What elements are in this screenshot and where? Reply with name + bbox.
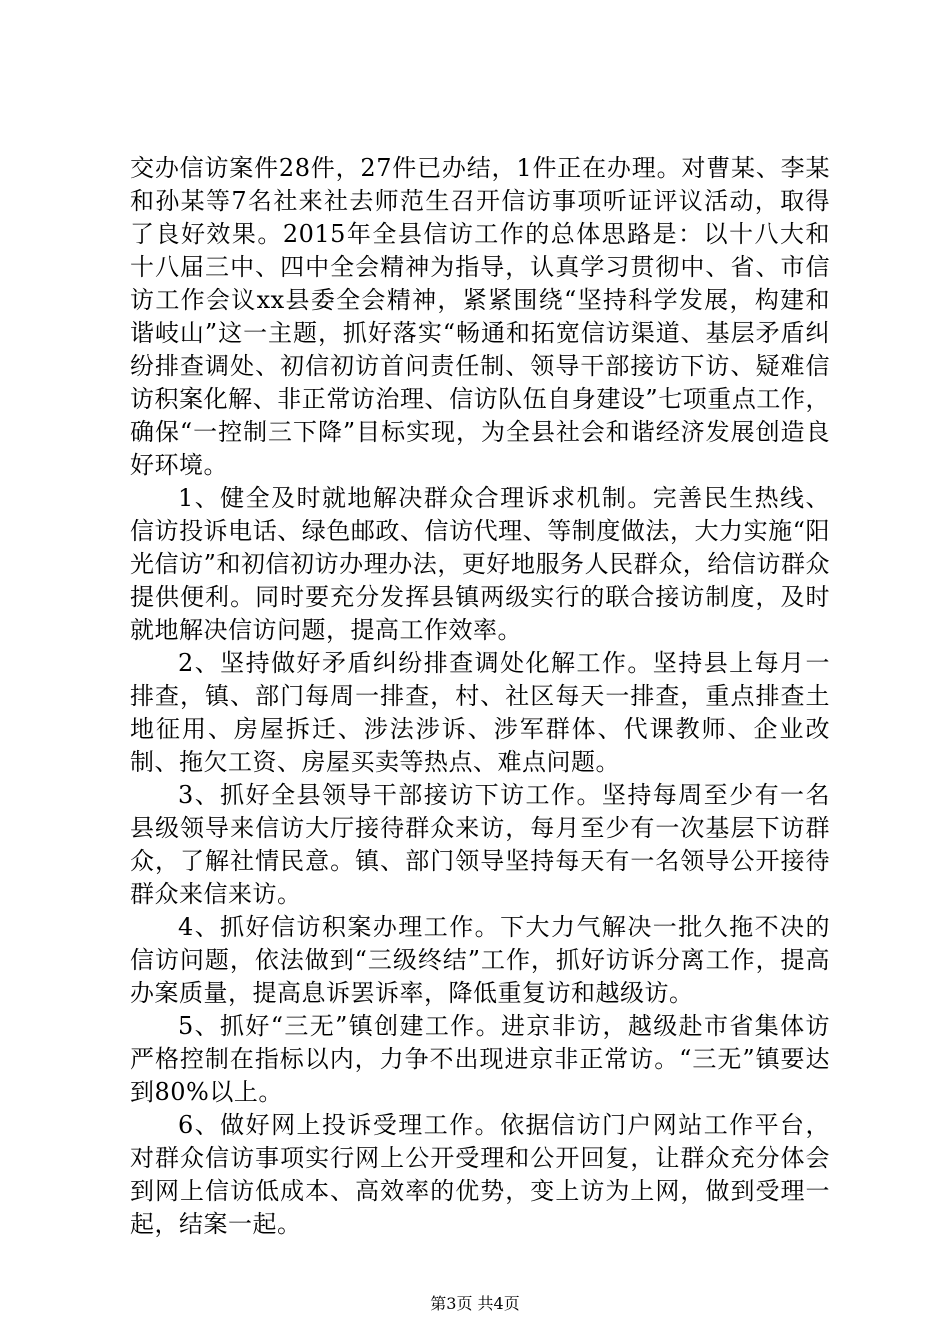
page-footer: 第3页 共4页 — [430, 1294, 520, 1313]
document-body — [130, 152, 830, 1241]
paragraph-item-5: 5、抓好“三无”镇创建工作。进京非访，越级赴市省集体访严格控制在指标以内，力争不出现进京非正常访。“三无”镇要达到80%以上。 — [130, 1012, 830, 1106]
paragraph-item-1: 1、健全及时就地解决群众合理诉求机制。完善民生热线、信访投诉电话、绿色邮政、信访代理、等制度做法，大力实施“阳光信访”和初信初访办理办法，更好地服务人民群众，给信访群众提供便利。同时要充分发挥县镇两级实行的联合接访制度，及时就地解决信访问题，提高工作效率。 — [130, 484, 830, 644]
paragraph-item-2: 2、坚持做好矛盾纠纷排查调处化解工作。坚持县上每月一排查，镇、部门每周一排查，村、社区每天一排查，重点排查土地征用、房屋拆迁、涉法涉诉、涉军群体、代课教师、企业改制、拖欠工资、房屋买卖等热点、难点问题。 — [130, 649, 830, 776]
paragraph-item-6: 6、做好网上投诉受理工作。依据信访门户网站工作平台，对群众信访事项实行网上公开受理和公开回复，让群众充分体会到网上信访低成本、高效率的优势，变上访为上网，做到受理一起，结案一起。 — [130, 1111, 830, 1238]
paragraph-intro: 交办信访案件28件，27件已办结，1件正在办理。对曹某、李某和孙某等7名社来社去师范生召开信访事项听证评议活动，取得了良好效果。2015年全县信访工作的总体思路是：以十八大和十八届三中、四中全会精神为指导，认真学习贯彻中、省、市信访工作会议xx县委全会精神，紧紧围绕“坚持科学发展，构建和谐岐山”这一主题，抓好落实“畅通和拓宽信访渠道、基层矛盾纠纷排查调处、初信初访首问责任制、领导干部接访下访、疑难信访积案化解、非正常访治理、信访队伍自身建设”七项重点工作，确保“一控制三下降”目标实现，为全县社会和谐经济发展创造良好环境。 — [130, 154, 830, 479]
paragraph-item-4: 4、抓好信访积案办理工作。下大力气解决一批久拖不决的信访问题，依法做到“三级终结”工作，抓好访诉分离工作，提高办案质量，提高息诉罢诉率，降低重复访和越级访。 — [130, 913, 830, 1007]
paragraph-item-3: 3、抓好全县领导干部接访下访工作。坚持每周至少有一名县级领导来信访大厅接待群众来访，每月至少有一次基层下访群众，了解社情民意。镇、部门领导坚持每天有一名领导公开接待群众来信来访。 — [130, 781, 830, 908]
